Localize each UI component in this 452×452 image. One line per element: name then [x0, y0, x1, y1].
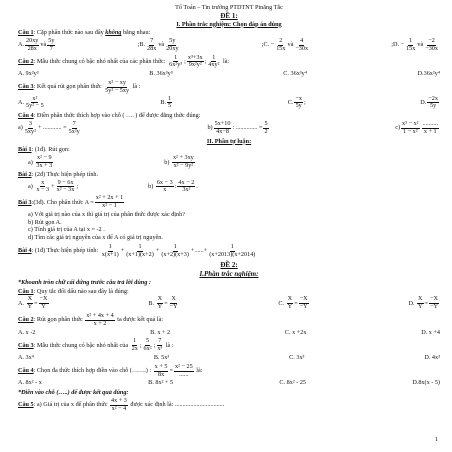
de1-q1-option-b[interactable]: ;B. $\frac{7}{28x}$ và $\frac{5y}{20xy}$ — [137, 37, 179, 52]
de2-q1-option-b[interactable]: B. $\frac{X}{Y}$ = $\frac{X}{-Y}$ — [148, 295, 178, 311]
de2-q2-option-c[interactable]: C. x +2x — [284, 328, 307, 336]
de1-exercise-1: Bài 1 : (1đ). Rút gọn: — [18, 146, 70, 154]
de1-q2-option-d[interactable]: D.36x²y⁴ — [417, 70, 440, 78]
de1-q3-option-d[interactable]: D. $\frac{-2x}{5y}$ — [420, 94, 438, 110]
de1-q4-item-a: a) $\frac{3}{\text{5xy²}}$ + ............ = $\frac{7}{\text{5x²y}}$ — [18, 120, 80, 135]
de2-question-1: Câu 1 : Quy tắc đổi dấu nào sau đây là đúng: — [18, 287, 129, 295]
de2-q3-option-d[interactable]: D. 4x³ — [424, 354, 440, 361]
de2-fill-heading: *Điền vào chỗ (…..) để được kết quả đúng: — [18, 389, 129, 397]
de2-question-5: Câu 5 : a) Giá trị của x để phân thức $\frac{4x + 3}{\text{x² − 4}}$ được xác định là: ................................ — [18, 396, 225, 412]
de1-question-4: Câu 4 : Điền phân thức thích hợp vào chỗ ( …. ) để được đẳng thức đúng: — [18, 112, 201, 120]
de2-question-2: Câu 2 : Rút gọn phân thức $\frac{\text{x² + 4x + 4}}{x + 2}$ ta được kết quả là: — [18, 312, 164, 327]
de1-question-3: Câu 3 : Kết quả rút gọn phân thức $\frac{\text{x² − xy}}{\text{5y² − 5xy}}$ là : — [18, 79, 141, 94]
de2-instruction: *Khoanh tròn chữ cái đứng trước câu trả lời đúng : — [18, 278, 151, 286]
de2-q4-option-a[interactable]: A. 8x² - x — [18, 379, 42, 387]
de1-q4-item-b: b) $\frac{5x+10}{4x-8}$ : .............. = $\frac{5}{2}$ — [207, 120, 268, 135]
de2-title: ĐỀ 2: — [220, 261, 238, 270]
de1-q1-option-d[interactable]: ;D. − $\frac{1}{15x}$ và $\frac{-2}{-30x}$ — [391, 37, 438, 52]
de1-ex1-items: a) $\frac{\text{x² − 9}}{3x + 3}$ b) $\frac{\text{x² + 3xy}}{\text{x² − 9y²}}$ — [28, 154, 194, 169]
de1-q3-option-c[interactable]: C. $\frac{-x}{5y}$ ; — [287, 94, 306, 110]
de1-exercise-2: Bài 2 : (2đ) Thực hiện phép tính. — [18, 170, 99, 178]
de2-q3-option-b[interactable]: B. 5x³ — [153, 354, 170, 361]
de2-q1-option-c[interactable]: C. $\frac{X}{Y}$ = $\frac{-X}{-Y}$ — [278, 295, 308, 311]
de2-q2-options — [18, 329, 440, 337]
de1-title: ĐỀ 1: — [220, 11, 238, 20]
de1-ex2-items: a) $\frac{x}{x - 3}$ + $\frac{9 - 6x}{\text{x² − 3x}}$ ; b) $\frac{6x - 3}{x}$ : $\frac{4x - 2}{\text{3x²}}$ . — [28, 178, 198, 194]
de1-ex3-items: a) Với giá trị nào của x thì giá trị của phân thức được xác định? b) Rút gọn A. c) Tính giá trị của A tại x = -2 . d) Tìm các giá trị nguyên của x để A có giá trị nguyên. — [28, 210, 185, 241]
de2-q4-option-b[interactable]: B. 8x² + 5 — [148, 379, 174, 387]
de2-q3-option-a[interactable]: A. 3x⁴ — [18, 354, 34, 361]
de2-q2-option-d[interactable]: D. x +4 — [421, 328, 440, 336]
de1-exercise-4: Bài 4 : (1đ) Thực hiện phép tính: $\frac{1}{x(x+1)}$ + $\frac{1}{(x+1)(x+2)}$ + $\frac{1}{(x+2)(x+3)}$ +......+ $\frac{1}{(x+2013)(x+2014)}$ — [18, 242, 256, 258]
de2-q1-option-d[interactable]: D. $\frac{X}{Y}$ = $\frac{-X}{-Y}$ — [408, 295, 438, 311]
de2-q2-option-a[interactable]: A. x -2 — [18, 328, 36, 336]
de1-q4-item-c: c) $\frac{\text{x³ − x²}}{\text{1 − x²}}$ $\frac{..........}{x + 1}$ — [395, 120, 438, 135]
de1-question-1: Câu 1 : Cặp phân thức nào sau đây không bằng nhau: — [18, 29, 151, 37]
de1-part1-heading: I. Phần trắc nghiệm: Chọn đáp án đúng — [176, 20, 282, 28]
de1-question-2: Câu 2 : Mẫu thức chung có bậc nhỏ nhất của các phân thức: $\frac{1}{\text{6x²y³}}$ ; $\frac{\text{x³+3x}}{\text{9x²y²}}$ ; $\frac{1}{\text{4xy²}}$ là: — [18, 53, 230, 69]
de1-q1-option-a[interactable]: A. $\frac{20xy}{28x}$ và $\frac{5y}{7}$ — [18, 37, 55, 52]
de1-q2-option-b[interactable]: B. 36x³y³ — [149, 70, 173, 78]
de2-q4-option-c[interactable]: C. 8x² - 25 — [279, 379, 307, 387]
de2-question-3: Câu 3 : Mẫu thức chung có bậc nhỏ nhất của $\frac{1}{2x}$ ; $\frac{5}{\text{6x²}}$ ; $\frac{7}{\text{x³}}$ là : — [18, 337, 174, 353]
de1-q4-items — [18, 121, 440, 136]
de2-q3-option-c[interactable]: C. 3x³ — [289, 354, 305, 361]
de2-q2-option-b[interactable]: B. x + 2 — [150, 328, 171, 336]
de1-q3-option-a[interactable]: A. $\frac{\text{x²}}{\text{5y² − 5}}$ — [18, 94, 44, 110]
de2-q1-option-a[interactable]: A. $\frac{X}{Y}$ = $\frac{-X}{Y}$ — [18, 295, 48, 311]
de1-q3-options — [18, 96, 440, 111]
de2-q4-option-d[interactable]: D.8x(x - 5) — [412, 379, 440, 387]
page-number: 1 — [434, 435, 438, 443]
de2-q3-options — [18, 354, 440, 362]
de1-q3-option-b[interactable]: B. $\frac{1}{5}$ — [160, 94, 172, 110]
de2-question-4: Câu 4 : Chọn đa thức thích hợp điền vào chỗ (…….) : $\frac{x + 5}{8x}$ = $\frac{\text{x² − 25}}{......}$ là: — [18, 362, 203, 378]
de2-q1-options — [18, 296, 440, 311]
de1-part2-heading: II. Phần tự luận: — [206, 137, 252, 145]
de1-exercise-3: Bài 3 :(3đ). Cho phân thức A = $\frac{\text{x² + 2x + 1}}{\text{x² − 1}}$ — [18, 194, 124, 209]
de2-q4-options — [18, 379, 440, 387]
de1-q2-options — [18, 70, 440, 78]
de1-q1-option-c[interactable]: ;C. − $\frac{2}{15x}$ và $\frac{4}{-30x}$ — [261, 37, 309, 52]
de2-part1-heading: I.Phần trắc nghiệm: — [199, 270, 259, 279]
de1-q2-option-c[interactable]: C. 36x³y⁴ — [283, 70, 307, 78]
de1-q2-option-a[interactable]: A. 9x²y³ — [18, 70, 39, 78]
school-header: Tổ Toán – Tin trường PTDTNT Pinăng Tắc — [175, 4, 283, 11]
de1-q1-options — [18, 38, 440, 53]
